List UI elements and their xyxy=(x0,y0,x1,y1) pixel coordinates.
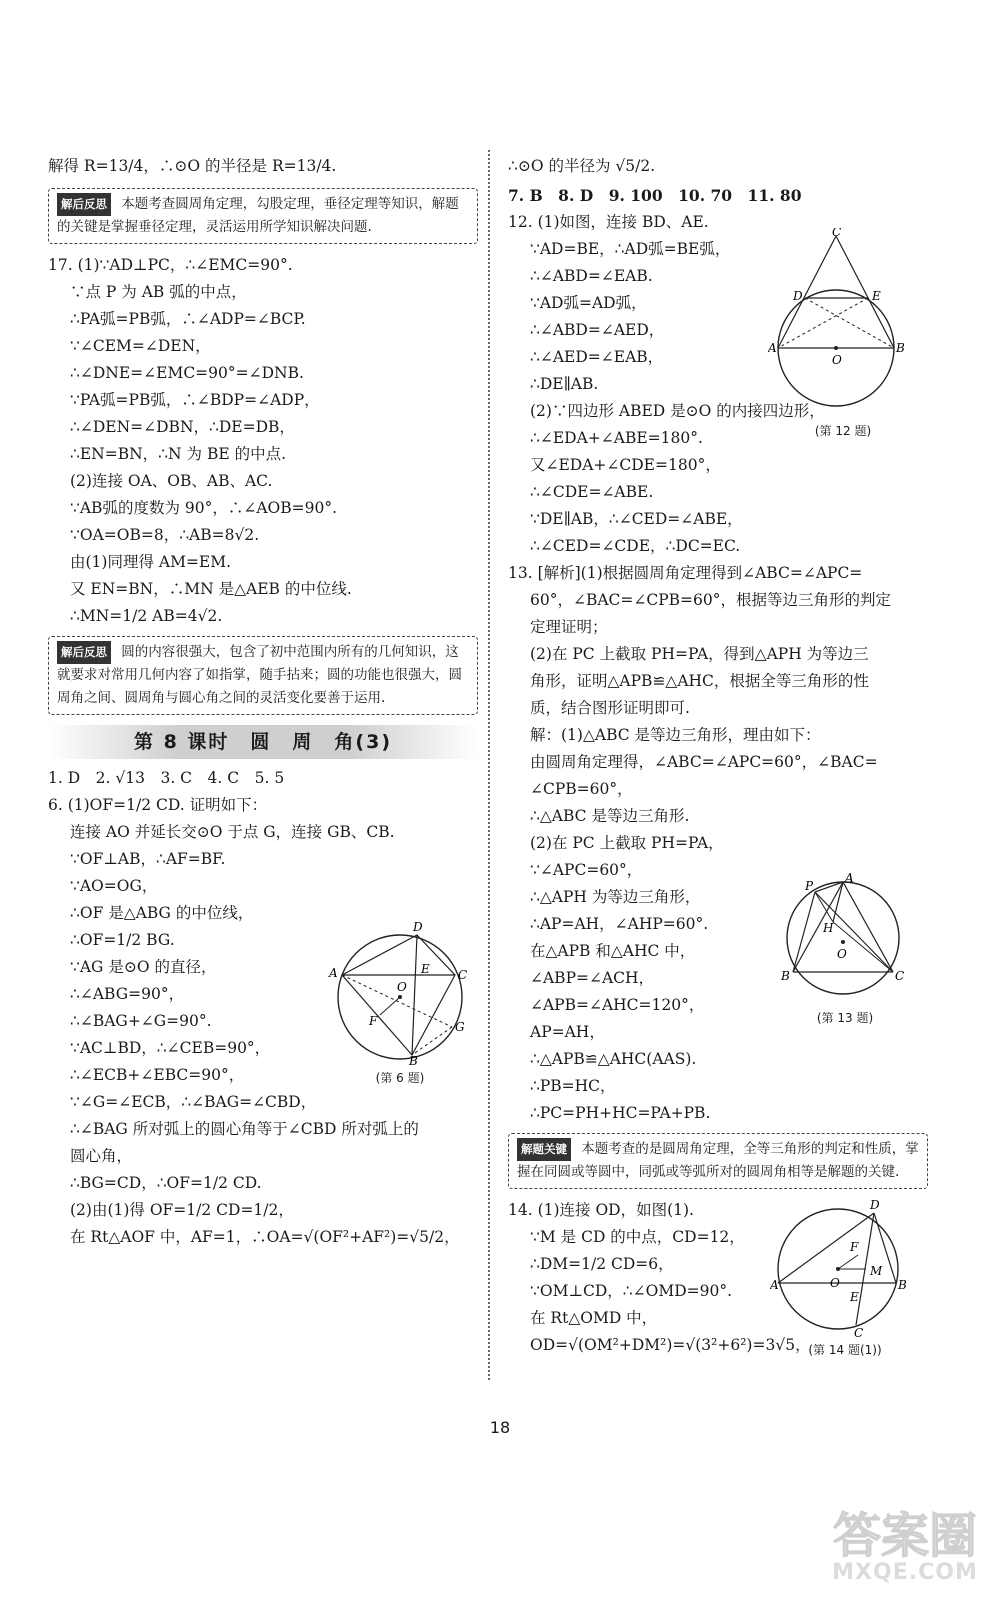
figure-14-caption: (第 14 题(1)) xyxy=(808,1343,882,1357)
svg-text:C: C xyxy=(895,969,905,983)
solution-line: ∵OA=OB=8，∴AB=8√2. xyxy=(70,526,260,544)
solution-line: 圆心角， xyxy=(70,1147,133,1165)
svg-text:B: B xyxy=(898,1278,907,1292)
solution-line: ∴PC=PH+HC=PA+PB. xyxy=(530,1104,711,1122)
solution-line: ∴∠AED=∠EAB， xyxy=(530,348,664,366)
reflection-box xyxy=(48,188,478,244)
solution-line: 由圆周角定理得，∠ABC=∠APC=60°，∠BAC= xyxy=(530,753,878,771)
svg-text:A: A xyxy=(329,966,338,980)
page-number: 18 xyxy=(489,1418,511,1437)
solution-line: 角形，证明△APB≌△AHC，根据全等三角形的性 xyxy=(530,672,869,690)
solution-line: ∴∠ABG=90°， xyxy=(70,985,185,1003)
solution-line: 在△APB 和△AHC 中， xyxy=(530,942,696,960)
svg-text:C: C xyxy=(854,1326,864,1337)
reflection-box xyxy=(48,636,478,715)
solution-line: ∴∠DEN=∠DBN，∴DE=DB， xyxy=(70,418,295,436)
solution-line: (2)连接 OA、OB、AB、AC. xyxy=(70,472,273,490)
solution-line: 定理证明； xyxy=(530,618,608,636)
figure-14 xyxy=(770,1197,920,1358)
solution-line: 13. [解析](1)根据圆周角定理得到∠ABC=∠APC= xyxy=(508,564,863,582)
figure-14-diagram xyxy=(770,1197,920,1337)
solution-line: ∵∠APC=60°， xyxy=(530,861,643,879)
answer-line: ∴⊙O 的半径为 √5/2. xyxy=(508,157,656,175)
reflection-text: 本题考查圆周角定理，勾股定理，垂径定理等知识，解题的关键是掌握垂径定理，灵活运用所学知识解决问题. xyxy=(57,196,459,235)
figure-13-diagram xyxy=(775,870,915,1005)
solution-line: ∴DE∥AB. xyxy=(530,375,599,393)
solution-line: ∴AP=AH，∠AHP=60°. xyxy=(530,915,709,933)
solution-line: 14. (1)连接 OD，如图(1). xyxy=(508,1201,694,1219)
solution-line: ∴∠BAG+∠G=90°. xyxy=(70,1012,212,1030)
solution-line: 在 Rt△OMD 中， xyxy=(530,1309,658,1327)
solution-line: ∠APB=∠AHC=120°， xyxy=(530,996,705,1014)
solution-line: ∵AC⊥BD，∴∠CEB=90°， xyxy=(70,1039,271,1057)
key-box xyxy=(508,1133,928,1189)
solution-line: 又∠EDA+∠CDE=180°， xyxy=(530,456,721,474)
svg-text:A: A xyxy=(768,341,777,355)
svg-text:O: O xyxy=(837,947,847,961)
solution-line: ∴∠ECB+∠EBC=90°， xyxy=(70,1066,245,1084)
solution-line: 连接 AO 并延长交⊙O 于点 G，连接 GB、CB. xyxy=(70,823,395,841)
figure-12-diagram xyxy=(768,228,918,418)
solution-line: ∵DE∥AB，∴∠CED=∠ABE， xyxy=(530,510,743,528)
solution-line: ∴∠DNE=∠EMC=90°=∠DNB. xyxy=(70,364,304,382)
solution-line: 12. (1)如图，连接 BD、AE. xyxy=(508,213,709,231)
svg-text:A: A xyxy=(845,871,854,885)
svg-text:O: O xyxy=(397,980,407,994)
column-divider xyxy=(488,150,490,1380)
svg-text:E: E xyxy=(850,1290,859,1304)
watermark-text: MXQE.COM xyxy=(832,1560,978,1585)
svg-text:O: O xyxy=(832,353,842,367)
solution-line: ∴△ABC 是等边三角形. xyxy=(530,807,690,825)
solution-line: ∵PA弧=PB弧，∴∠BDP=∠ADP， xyxy=(70,391,320,409)
solution-line: (2)在 PC 上截取 PH=PA，得到△APH 为等边三 xyxy=(530,645,869,663)
svg-text:D: D xyxy=(413,920,423,934)
solution-line: ∵M 是 CD 的中点，CD=12， xyxy=(530,1228,745,1246)
answers-7-11: 7. B 8. D 9. 100 10. 70 11. 80 xyxy=(508,186,802,205)
solution-line: 又 EN=BN，∴MN 是△AEB 的中位线. xyxy=(70,580,352,598)
solution-line: OD=√(OM²+DM²)=√(3²+6²)=3√5， xyxy=(530,1336,811,1354)
svg-text:B: B xyxy=(409,1054,418,1065)
solution-line: (2)∵四边形 ABED 是⊙O 的内接四边形， xyxy=(530,402,825,420)
solution-line: ∴EN=BN，∴N 为 BE 的中点. xyxy=(70,445,287,463)
svg-text:B: B xyxy=(896,341,905,355)
answers-1-5: 1. D 2. √13 3. C 4. C 5. 5 xyxy=(48,769,285,787)
solution-line: 6. (1)OF=1/2 CD. 证明如下： xyxy=(48,796,268,814)
solution-line: ∴∠BAG 所对弧上的圆心角等于∠CBD 所对弧上的 xyxy=(70,1120,419,1138)
svg-text:B: B xyxy=(781,969,790,983)
solution-line: ∴PA弧=PB弧，∴∠ADP=∠BCP. xyxy=(70,310,306,328)
lesson-title: 第 8 课时 圆 周 角(3) xyxy=(48,725,478,759)
svg-text:C: C xyxy=(458,968,468,982)
solution-line: ∴OF 是△ABG 的中位线， xyxy=(70,904,254,922)
solution-line: 在 Rt△AOF 中，AF=1，∴OA=√(OF²+AF²)=√5/2， xyxy=(70,1228,460,1246)
reflection-tag: 解后反思 xyxy=(57,641,111,664)
solution-line: ∴∠CDE=∠ABE. xyxy=(530,483,654,501)
solution-line: ∵AD弧=AD弧， xyxy=(530,294,647,312)
reflection-text: 圆的内容很强大，包含了初中范围内所有的几何知识，这就要求对常用几何内容了如指掌，随手拈来；圆的功能也很强大，圆周角之间、圆周角与圆心角之间的灵活变化要善于运用. xyxy=(57,644,462,706)
solution-line: ∴∠CED=∠CDE，∴DC=EC. xyxy=(530,537,741,555)
solution-line: 由(1)同理得 AM=EM. xyxy=(70,553,232,571)
solution-line: ∴MN=1/2 AB=4√2. xyxy=(70,607,223,625)
solution-line: 60°，∠BAC=∠CPB=60°，根据等边三角形的判定 xyxy=(530,591,892,609)
svg-text:A: A xyxy=(770,1278,779,1292)
key-text: 本题考查的是圆周角定理，全等三角形的判定和性质，掌握在同圆或等圆中，同弧或等弧所对的圆周角相等是解题的关键. xyxy=(517,1141,919,1180)
svg-text:E: E xyxy=(421,962,430,976)
solution-line: ∵点 P 为 AB 弧的中点， xyxy=(70,283,247,301)
solution-line: 解：(1)△ABC 是等边三角形，理由如下： xyxy=(530,726,821,744)
question-13 xyxy=(508,560,928,1127)
figure-12-caption: (第 12 题) xyxy=(814,424,872,438)
figure-6-caption: (第 6 题) xyxy=(375,1071,425,1085)
solution-line: ∴OF=1/2 BG. xyxy=(70,931,175,949)
svg-text:D: D xyxy=(793,289,803,303)
figure-6-diagram xyxy=(325,915,475,1065)
solution-line: 17. (1)∵AD⊥PC，∴∠EMC=90°. xyxy=(48,256,293,274)
svg-text:D: D xyxy=(870,1198,880,1212)
figure-13-caption: (第 13 题) xyxy=(816,1011,874,1025)
solution-line: ∠CPB=60°， xyxy=(530,780,633,798)
svg-text:F: F xyxy=(850,1240,859,1254)
solution-line: ∵OF⊥AB，∴AF=BF. xyxy=(70,850,226,868)
solution-line: (2)在 PC 上截取 PH=PA， xyxy=(530,834,724,852)
solution-line: ∵∠G=∠ECB，∴∠BAG=∠CBD， xyxy=(70,1093,317,1111)
solution-line: ∵AB弧的度数为 90°，∴∠AOB=90°. xyxy=(70,499,338,517)
figure-13 xyxy=(775,870,915,1026)
solution-line: ∴PB=HC， xyxy=(530,1077,616,1095)
figure-6 xyxy=(325,915,475,1086)
svg-text:O: O xyxy=(830,1276,840,1290)
svg-text:P: P xyxy=(805,879,814,893)
reflection-tag: 解后反思 xyxy=(57,193,111,216)
solution-line: ∠ABP=∠ACH， xyxy=(530,969,655,987)
solution-line: ∵AD=BE，∴AD弧=BE弧， xyxy=(530,240,731,258)
svg-text:M: M xyxy=(870,1264,883,1278)
solution-line: ∴BG=CD，∴OF=1/2 CD. xyxy=(70,1174,262,1192)
svg-text:H: H xyxy=(823,921,834,935)
solution-line: ∴△APB≌△AHC(AAS). xyxy=(530,1050,697,1068)
solution-line: ∴∠ABD=∠AED， xyxy=(530,321,665,339)
solution-line: ∵OM⊥CD，∴∠OMD=90°. xyxy=(530,1282,733,1300)
solution-line: 质，结合图形证明即可. xyxy=(530,699,690,717)
solution-line: ∴△APH 为等边三角形， xyxy=(530,888,701,906)
svg-text:C: C xyxy=(832,228,842,239)
solution-line: ∵AG 是⊙O 的直径， xyxy=(70,958,217,976)
solution-line: ∵∠CEM=∠DEN， xyxy=(70,337,211,355)
watermark-logo-text: 答案圈 xyxy=(832,1508,978,1564)
solution-line: ∴∠EDA+∠ABE=180°. xyxy=(530,429,703,447)
solution-line: AP=AH， xyxy=(530,1023,605,1041)
svg-text:E: E xyxy=(872,289,881,303)
question-17 xyxy=(48,252,478,630)
solution-line: ∵AO=OG， xyxy=(70,877,158,895)
answer-line: 解得 R=13/4，∴⊙O 的半径是 R=13/4. xyxy=(48,157,337,175)
solution-line: ∴DM=1/2 CD=6， xyxy=(530,1255,674,1273)
solution-line: (2)由(1)得 OF=1/2 CD=1/2， xyxy=(70,1201,294,1219)
solution-line: ∴∠ABD=∠EAB. xyxy=(530,267,653,285)
svg-text:F: F xyxy=(369,1014,378,1028)
key-tag: 解题关键 xyxy=(517,1138,571,1161)
svg-text:G: G xyxy=(455,1020,465,1034)
figure-12 xyxy=(768,228,918,439)
